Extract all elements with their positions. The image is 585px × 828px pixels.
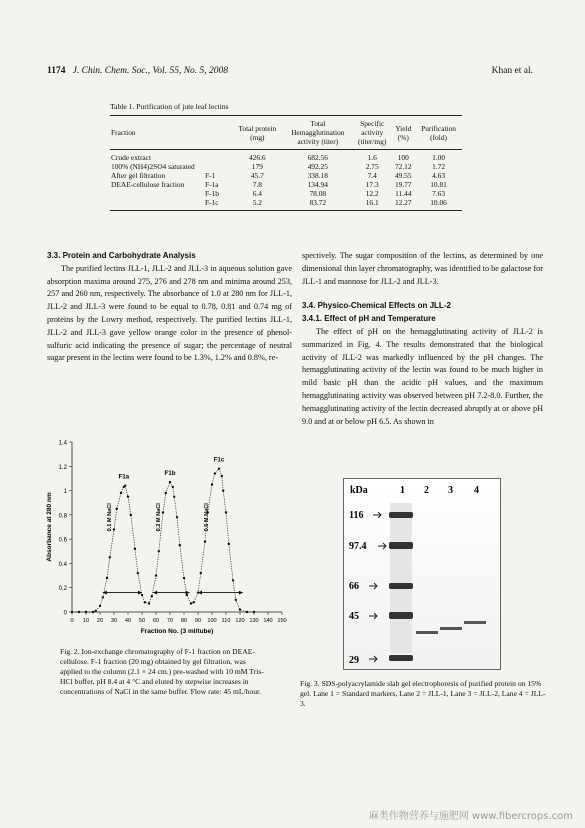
x-tick-label: 70	[166, 618, 174, 624]
data-point	[130, 514, 132, 516]
absorbance-series-line	[72, 469, 254, 612]
data-point	[102, 596, 104, 598]
range-arrow-head	[153, 591, 157, 595]
running-header-left	[47, 66, 228, 76]
data-point	[169, 481, 171, 483]
table-cell-protein: 7.8	[252, 180, 262, 189]
data-point	[78, 611, 80, 613]
table-cell-fold: 1.72	[432, 162, 446, 171]
data-point	[137, 572, 139, 574]
table-row	[110, 198, 462, 211]
table-cell-protein: 179	[251, 162, 263, 171]
section-heading-3-4: 3.4. Physico-Chemical Effects on JLL-2	[302, 301, 451, 311]
y-tick-label: 0.6	[58, 537, 67, 544]
table-cell-specific: 1.6	[367, 153, 377, 162]
table-cell-fraction: 100% (NH4)2SO4 saturated	[111, 162, 195, 171]
x-tick-label: 110	[221, 618, 231, 624]
data-point	[124, 485, 126, 487]
gel-marker-116: 116	[349, 510, 364, 521]
table-cell-fraction: Crude extract	[111, 153, 152, 162]
data-point	[144, 601, 146, 603]
data-point	[200, 572, 202, 574]
data-point	[183, 577, 185, 579]
y-tick-label: 1.2	[58, 464, 67, 471]
table-cell-yield: 11.44	[395, 189, 412, 198]
data-point	[172, 486, 174, 488]
fig3-gel-image	[343, 478, 501, 670]
peak-label: F1c	[213, 456, 225, 464]
table-row	[110, 189, 462, 198]
data-point	[204, 540, 206, 542]
table-cell-specific: 2.75	[365, 162, 379, 171]
data-point	[179, 544, 181, 546]
data-point	[232, 579, 234, 581]
x-tick-label: 0	[70, 618, 74, 624]
table-cell-protein: 6.4	[252, 189, 262, 198]
table-cell-sub: F-1	[205, 171, 216, 180]
data-point	[148, 602, 150, 604]
y-tick-label: 0.2	[58, 586, 67, 593]
data-point	[173, 495, 175, 497]
th-specific: Specific activity (titer/mg)	[358, 119, 387, 146]
table-cell-specific: 7.4	[367, 171, 377, 180]
x-tick-label: 30	[110, 618, 118, 624]
table-cell-fraction: After gel filtration	[111, 171, 166, 180]
page-number: 1174	[47, 66, 66, 76]
x-tick-label: 50	[138, 618, 146, 624]
table-cell-fold: 10.06	[430, 198, 447, 207]
nacl-annotation: 0.2 M NaCl	[156, 503, 163, 532]
section-heading-3-4-1: 3.4.1. Effect of pH and Temperature	[302, 314, 436, 324]
data-point	[92, 611, 94, 613]
x-tick-label: 10	[82, 618, 90, 624]
table-cell-hemag: 338.18	[307, 171, 328, 180]
data-point	[109, 556, 111, 558]
fig3-label: Fig. 3.	[300, 679, 320, 688]
gel-svg	[344, 479, 500, 669]
gel-marker-66: 66	[349, 581, 359, 592]
data-point	[235, 599, 237, 601]
data-point	[151, 595, 153, 597]
gel-lane-2: 2	[424, 485, 429, 496]
peak-label: F1b	[164, 470, 176, 478]
y-tick-label: 1	[63, 489, 67, 496]
table-cell-specific: 16.1	[365, 198, 379, 207]
fig2-caption	[60, 647, 270, 697]
x-tick-label: 80	[180, 618, 188, 624]
table-cell-sub	[204, 162, 232, 171]
th-hemagglutination: Total Hemagglutination activity (titer)	[291, 119, 345, 146]
range-arrow-head	[198, 591, 202, 595]
data-point	[246, 611, 248, 613]
table-cell-fraction	[110, 198, 204, 211]
paragraph-protein: The purified lectins JLL-1, JLL-2 and JLL-3 in aqueous solution gave absorption maxima around 275, 276 and 278 nm and minima around 253, 257 and 260 nm, respectively. The absorbance of 1.0 at 280 nm for JLL-1, JLL-2 and JLL-3 were found to be equal to 0.78, 0.81 and 0.74 mg of proteins by the Lowry method, respectively. The purified lectins JLL-1, JLL-2 and JLL-3 gave yellow orange color in the presence of phenol-sulfuric acid indicating the presence of sugar; the percentage of neutral sugar present in the lectins were found to be 1.3%, 1.2% and 0.8%, re-	[47, 263, 292, 363]
gel-band-lane3	[440, 627, 462, 630]
nacl-annotation: 0.5 M NaCl	[203, 503, 210, 532]
table-cell-protein: 5.2	[252, 198, 262, 207]
table-cell-sub: F-1b	[205, 189, 219, 198]
table-cell-yield: 49.55	[394, 171, 412, 180]
data-point	[95, 610, 97, 612]
y-axis-label: Absorbance at 280 nm	[46, 492, 53, 562]
y-tick-label: 0.8	[58, 513, 67, 520]
table-cell-hemag: 492.25	[307, 162, 328, 171]
table-cell-specific: 17.3	[365, 180, 379, 189]
data-point	[176, 516, 178, 518]
th-protein: Total protein (mg)	[238, 123, 277, 142]
journal-citation: J. Chin. Chem. Soc., Vol. 55, No. 5, 2008	[72, 66, 229, 76]
data-point	[211, 483, 213, 485]
data-point	[221, 475, 223, 477]
right-column	[302, 250, 543, 428]
x-tick-label: 20	[96, 618, 104, 624]
y-tick-label: 0	[63, 610, 67, 617]
gel-lane-1: 1	[400, 485, 405, 496]
gel-band-lane4	[464, 621, 486, 624]
paragraph-continued: spectively. The sugar composition of the lectins, as determined by one dimensional thin layer chromatography, was identified to be galactose for JLL-1 and mannose for JLL-2 and JLL-3.	[302, 251, 543, 286]
table-cell-fold: 1.00	[432, 153, 446, 162]
th-yield: Yield (%)	[395, 123, 412, 142]
gel-marker-29: 29	[349, 655, 359, 666]
table-cell-hemag: 134.94	[307, 180, 328, 189]
data-point	[141, 594, 143, 596]
table-cell-sub	[204, 150, 232, 163]
table-cell-hemag: 83.72	[309, 198, 327, 207]
data-point	[99, 605, 101, 607]
gel-lane-4: 4	[474, 485, 479, 496]
table-row	[110, 162, 462, 171]
gel-lane1-smear	[390, 503, 412, 653]
th-fraction: Fraction	[111, 128, 136, 137]
table-cell-fold: 7.63	[432, 189, 446, 198]
gel-band-lane2	[416, 631, 438, 634]
x-tick-label: 60	[152, 618, 160, 624]
table-cell-sub: F-1c	[205, 198, 219, 207]
data-point	[253, 611, 255, 613]
table-cell-hemag: 78.08	[309, 189, 327, 198]
data-point	[106, 577, 108, 579]
table-cell-yield: 72.12	[394, 162, 412, 171]
data-point	[190, 602, 192, 604]
data-point	[222, 489, 224, 491]
data-point	[120, 492, 122, 494]
table-cell-protein: 426.6	[248, 153, 266, 162]
running-header-author: Khan et al.	[491, 66, 533, 76]
data-point	[193, 601, 195, 603]
table-cell-yield: 100	[397, 153, 409, 162]
purification-table	[110, 115, 462, 211]
paragraph-ph: The effect of pH on the hemagglutinating activity of JLL-2 is summarized in Fig. 4. The results demonstrated that the biological activity of JLL-2 was markedly influenced by the pH changes. The hemagglutinating activity of the lectin was found to be much higher in mild basic pH than the acidic pH values, and the maximum hemagglutinating activity was observed between pH 7.2-8.0. Further, the hemagglutinating activity of the lectin decreased abruptly at or above pH 9.0 and at or below pH 6.5. As shown in	[302, 326, 543, 426]
table-cell-sub: F-1a	[205, 180, 219, 189]
watermark: 麻类作物营养与施肥网 www.fibercrops.com	[368, 811, 573, 822]
table-cell-fold: 10.81	[430, 180, 447, 189]
peak-label: F1a	[118, 473, 130, 481]
data-point	[218, 468, 220, 470]
range-arrow-head	[186, 591, 190, 595]
x-tick-label: 40	[124, 618, 132, 624]
data-point	[127, 495, 129, 497]
data-point	[228, 543, 230, 545]
th-sub	[204, 116, 232, 150]
table-cell-yield: 19.77	[394, 180, 412, 189]
data-point	[134, 548, 136, 550]
range-arrow-head	[239, 591, 243, 595]
table-row	[110, 171, 462, 180]
fig3-caption-text: SDS-polyacrylamide slab gel electrophoresis of purified protein on 15% gel. Lane 1 = Standard markers, Lane 2 = JLL-1, Lane 3 = JLL-2, Lane 4 = JLL-3.	[300, 679, 546, 708]
x-tick-label: 100	[207, 618, 217, 624]
data-point	[155, 574, 157, 576]
gel-marker-97: 97.4	[349, 541, 367, 552]
data-point	[214, 472, 216, 474]
gel-marker-45: 45	[349, 611, 359, 622]
gel-kda-label: kDa	[350, 485, 368, 496]
left-column	[47, 250, 292, 365]
table-cell-fraction	[110, 189, 204, 198]
table-cell-fraction: DEAE-cellulose fraction	[111, 180, 185, 189]
data-point	[225, 511, 227, 513]
gel-lane-3: 3	[448, 485, 453, 496]
section-heading-3-3: 3.3. Protein and Carbohydrate Analysis	[47, 251, 196, 260]
data-point	[158, 550, 160, 552]
x-tick-label: 120	[235, 618, 245, 624]
table-cell-hemag: 682.56	[307, 153, 328, 162]
table-row	[110, 180, 462, 189]
range-arrow-head	[103, 591, 107, 595]
fig2-caption-text: Ion-exchange chromatography of F-1 fraction on DEAE-cellulose. F-1 fraction (20 mg) obtained by gel filtration, was applied to the column (2.1 × 24 cm.) pre-washed with 10 mM Tris-HCl buffer, pH 8.4 at 4 °C and eluted by stepwise increases in concentrations of NaCl in the same buffer. Flow rate: 45 mL/hour.	[60, 647, 264, 696]
table-cell-protein: 45.7	[250, 171, 264, 180]
data-point	[71, 611, 73, 613]
table-caption: Table 1. Purification of jute leaf lectins	[110, 102, 229, 111]
table-cell-fold: 4.63	[432, 171, 446, 180]
x-tick-label: 90	[194, 618, 202, 624]
fig3-caption	[300, 679, 550, 709]
fig2-label: Fig. 2.	[60, 647, 80, 656]
data-point	[116, 508, 118, 510]
fig2-chart	[40, 430, 305, 645]
x-tick-label: 140	[263, 618, 273, 624]
nacl-annotation: 0.1 M NaCl	[107, 503, 114, 532]
table-cell-yield: 12.27	[394, 198, 412, 207]
data-point	[85, 611, 87, 613]
x-tick-label: 150	[277, 618, 287, 624]
y-tick-label: 1.4	[58, 440, 67, 447]
table-row	[110, 150, 462, 163]
x-tick-label: 130	[249, 618, 259, 624]
data-point	[239, 608, 241, 610]
data-point	[165, 492, 167, 494]
y-tick-label: 0.4	[58, 561, 67, 568]
x-axis-label: Fraction No. (3 ml/tube)	[140, 628, 214, 635]
table-header-row	[110, 116, 462, 150]
th-purification: Purification (fold)	[421, 123, 456, 142]
table-cell-specific: 12.2	[365, 189, 379, 198]
